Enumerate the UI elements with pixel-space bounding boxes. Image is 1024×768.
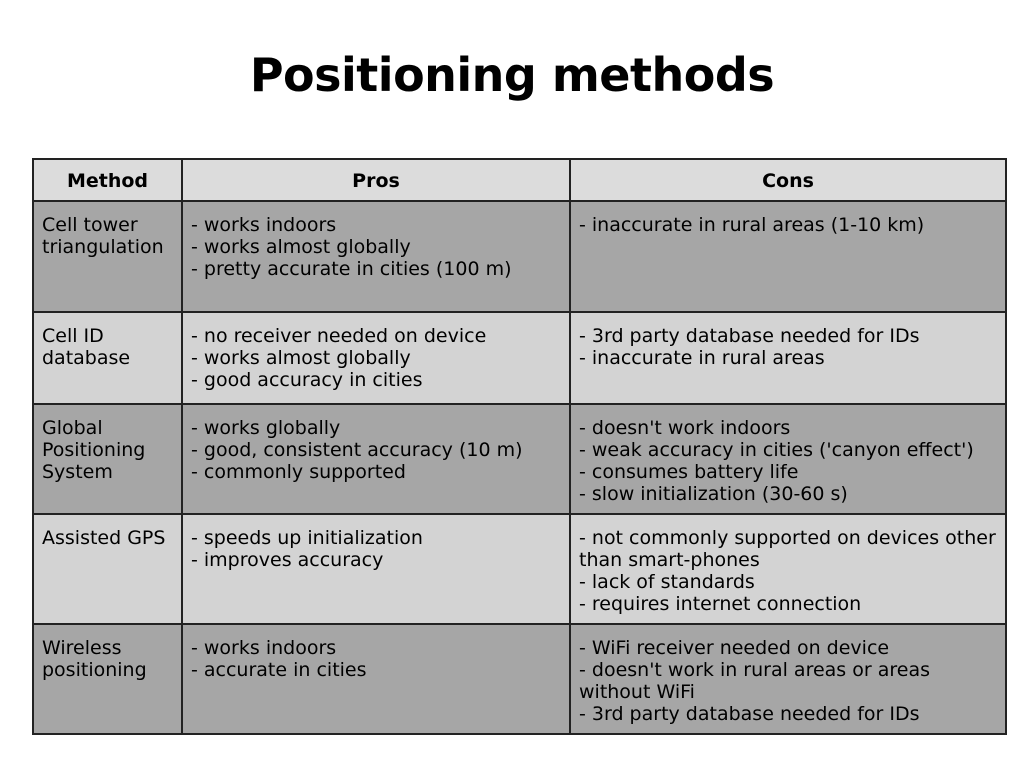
- pro-item: - works indoors: [191, 637, 337, 659]
- table-row: [33, 514, 1006, 624]
- con-item: - slow initialization (30-60 s): [579, 483, 848, 505]
- pro-item: - improves accuracy: [191, 549, 384, 571]
- pros-cell: [182, 404, 570, 514]
- header-cons: Cons: [570, 159, 1006, 201]
- con-item: - lack of standards: [579, 571, 755, 593]
- con-item: - 3rd party database needed for IDs: [579, 703, 920, 725]
- table-header-row: [33, 159, 1006, 201]
- con-item: - doesn't work indoors: [579, 417, 791, 439]
- method-name-line: positioning: [42, 659, 147, 681]
- pros-cell: [182, 514, 570, 624]
- table-row: [33, 312, 1006, 404]
- positioning-methods-table: [32, 158, 1007, 735]
- pro-item: - no receiver needed on device: [191, 325, 487, 347]
- method-name-line: Global: [42, 417, 103, 439]
- cons-cell: [570, 514, 1006, 624]
- cons-cell: [570, 312, 1006, 404]
- con-item: - inaccurate in rural areas (1-10 km): [579, 214, 925, 236]
- method-cell: [33, 404, 182, 514]
- pro-item: - works indoors: [191, 214, 337, 236]
- con-item: - not commonly supported on devices other than smart-phones: [579, 527, 1002, 571]
- cons-cell: [570, 404, 1006, 514]
- pro-item: - pretty accurate in cities (100 m): [191, 258, 512, 280]
- pro-item: - good, consistent accuracy (10 m): [191, 439, 523, 461]
- pro-item: - works almost globally: [191, 236, 411, 258]
- pros-cell: [182, 312, 570, 404]
- pro-item: - works globally: [191, 417, 341, 439]
- con-item: - requires internet connection: [579, 593, 862, 615]
- pros-cell: [182, 624, 570, 734]
- table-row: [33, 404, 1006, 514]
- method-name-line: Positioning: [42, 439, 146, 461]
- pro-item: - speeds up initialization: [191, 527, 423, 549]
- pros-cell: [182, 201, 570, 312]
- method-name-line: database: [42, 347, 131, 369]
- con-item: - inaccurate in rural areas: [579, 347, 825, 369]
- pro-item: - good accuracy in cities: [191, 369, 423, 391]
- method-name-line: Assisted GPS: [42, 527, 166, 549]
- cons-cell: [570, 201, 1006, 312]
- method-cell: [33, 514, 182, 624]
- header-pros: Pros: [182, 159, 570, 201]
- pro-item: - accurate in cities: [191, 659, 367, 681]
- method-cell: [33, 312, 182, 404]
- method-cell: [33, 624, 182, 734]
- method-name-line: Cell tower: [42, 214, 138, 236]
- method-name-line: Cell ID: [42, 325, 104, 347]
- slide-title: Positioning methods: [249, 48, 775, 102]
- method-name-line: System: [42, 461, 113, 483]
- con-item: - consumes battery life: [579, 461, 799, 483]
- table-row: [33, 201, 1006, 312]
- pro-item: - commonly supported: [191, 461, 406, 483]
- method-cell: [33, 201, 182, 312]
- header-method: Method: [33, 159, 182, 201]
- con-item: - 3rd party database needed for IDs: [579, 325, 920, 347]
- table-row: [33, 624, 1006, 734]
- method-name-line: Wireless: [42, 637, 122, 659]
- con-item: - WiFi receiver needed on device: [579, 637, 890, 659]
- con-item: - weak accuracy in cities ('canyon effect'): [579, 439, 974, 461]
- con-item: - doesn't work in rural areas or areas without WiFi: [579, 659, 937, 703]
- cons-cell: [570, 624, 1006, 734]
- method-name-line: triangulation: [42, 236, 164, 258]
- pro-item: - works almost globally: [191, 347, 411, 369]
